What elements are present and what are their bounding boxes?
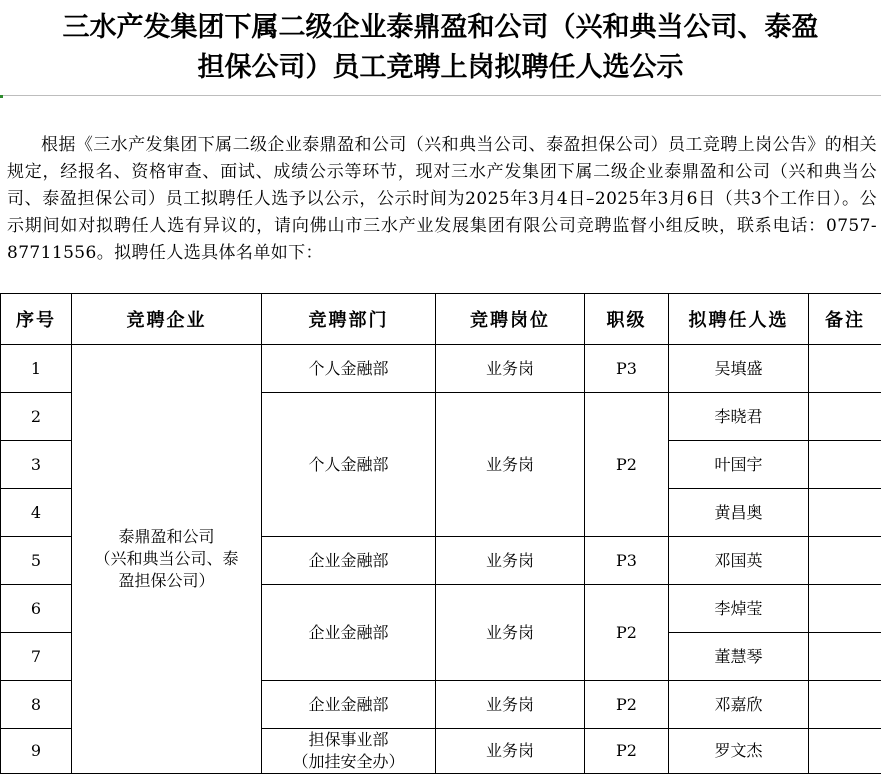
seq-cell: 5 — [1, 537, 72, 585]
seq-cell: 2 — [1, 393, 72, 441]
candidate-cell: 邓嘉欣 — [669, 681, 809, 729]
company-line-3: 盈担保公司） — [118, 571, 215, 590]
position-cell: 业务岗 — [436, 393, 585, 537]
candidate-cell: 董慧琴 — [669, 633, 809, 681]
seq-cell: 4 — [1, 489, 72, 537]
candidate-table — [0, 293, 881, 774]
seq-cell: 6 — [1, 585, 72, 633]
department-cell: 企业金融部 — [262, 681, 436, 729]
position-cell: 业务岗 — [436, 585, 585, 681]
department-cell — [262, 729, 436, 774]
remarks-cell — [809, 489, 881, 537]
company-cell — [72, 345, 262, 774]
header-candidate: 拟聘任人选 — [669, 294, 809, 345]
level-cell: P2 — [585, 585, 669, 681]
seq-cell: 8 — [1, 681, 72, 729]
candidate-cell: 吴填盛 — [669, 345, 809, 393]
candidate-cell: 李晓君 — [669, 393, 809, 441]
remarks-cell — [809, 585, 881, 633]
remarks-cell — [809, 633, 881, 681]
level-cell: P3 — [585, 537, 669, 585]
company-line-2: （兴和典当公司、泰 — [94, 549, 239, 568]
department-cell: 企业金融部 — [262, 585, 436, 681]
header-level: 职级 — [585, 294, 669, 345]
level-cell: P3 — [585, 345, 669, 393]
department-line-1: 担保事业部 — [308, 730, 389, 749]
department-cell: 个人金融部 — [262, 393, 436, 537]
remarks-cell — [809, 729, 881, 774]
company-line-1: 泰鼎盈和公司 — [118, 527, 215, 546]
intro-paragraph: 根据《三水产发集团下属二级企业泰鼎盈和公司（兴和典当公司、泰盈担保公司）员工竞聘上岗公告》的相关规定，经报名、资格审查、面试、成绩公示等环节，现对三水产发集团下属二级企业泰鼎盈和公司（兴和典当公司、泰盈担保公司）员工拟聘任人选予以公示，公示时间为2025年3月4日–2025年3月6日（共3个工作日）。公示期间如对拟聘任人选有异议的，请向佛山市三水产业发展集团有限公司竞聘监督小组反映，联系电话：0757-87711556。拟聘任人选具体名单如下： — [7, 135, 877, 263]
candidate-cell: 黄昌奥 — [669, 489, 809, 537]
position-cell: 业务岗 — [436, 729, 585, 774]
department-cell: 个人金融部 — [262, 345, 436, 393]
header-company: 竞聘企业 — [72, 294, 262, 345]
position-cell: 业务岗 — [436, 537, 585, 585]
level-cell: P2 — [585, 681, 669, 729]
remarks-cell — [809, 441, 881, 489]
candidate-cell: 罗文杰 — [669, 729, 809, 774]
seq-cell: 3 — [1, 441, 72, 489]
position-cell: 业务岗 — [436, 345, 585, 393]
page-title — [0, 0, 881, 96]
seq-cell: 9 — [1, 729, 72, 774]
candidate-cell: 叶国宇 — [669, 441, 809, 489]
seq-cell: 1 — [1, 345, 72, 393]
remarks-cell — [809, 393, 881, 441]
remarks-cell — [809, 537, 881, 585]
remarks-cell — [809, 345, 881, 393]
header-position: 竞聘岗位 — [436, 294, 585, 345]
department-cell: 企业金融部 — [262, 537, 436, 585]
corner-marker — [0, 95, 3, 98]
candidate-cell: 邓国英 — [669, 537, 809, 585]
department-line-2: （加挂安全办） — [292, 752, 405, 771]
title-line-2: 担保公司）员工竞聘上岗拟聘任人选公示 — [197, 51, 684, 83]
table-row — [1, 345, 881, 393]
candidate-cell: 李焯莹 — [669, 585, 809, 633]
position-cell: 业务岗 — [436, 681, 585, 729]
level-cell: P2 — [585, 393, 669, 537]
header-remarks: 备注 — [809, 294, 881, 345]
header-seq: 序号 — [1, 294, 72, 345]
header-department: 竞聘部门 — [262, 294, 436, 345]
level-cell: P2 — [585, 729, 669, 774]
seq-cell: 7 — [1, 633, 72, 681]
remarks-cell — [809, 681, 881, 729]
table-header-row — [1, 294, 881, 345]
title-line-1: 三水产发集团下属二级企业泰鼎盈和公司（兴和典当公司、泰盈 — [62, 11, 819, 43]
